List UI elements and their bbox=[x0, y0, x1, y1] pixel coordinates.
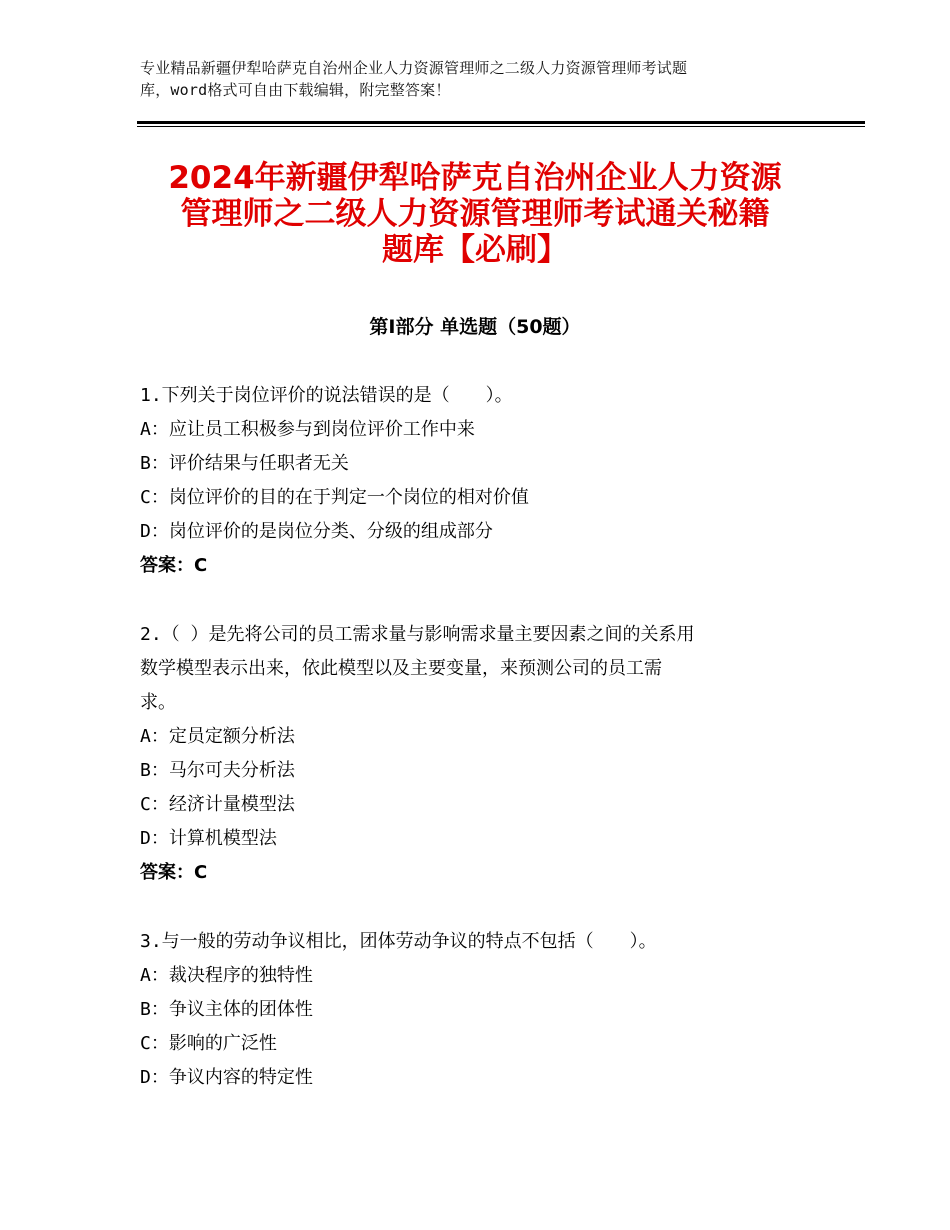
option-b: B：争议主体的团体性 bbox=[140, 999, 313, 1020]
option-a: A：应让员工积极参与到岗位评价工作中来 bbox=[140, 419, 475, 440]
document-title-line-1: 2024年新疆伊犁哈萨克自治州企业人力资源 bbox=[168, 160, 782, 196]
document-title bbox=[120, 160, 830, 268]
answer: 答案：C bbox=[140, 862, 208, 883]
document-title-line-2: 管理师之二级人力资源管理师考试通关秘籍 bbox=[180, 196, 770, 232]
option-c: C：岗位评价的目的在于判定一个岗位的相对价值 bbox=[140, 487, 529, 508]
question-stem: 2.（ ）是先将公司的员工需求量与影响需求量主要因素之间的关系用 bbox=[140, 624, 695, 645]
option-c: C：经济计量模型法 bbox=[140, 794, 295, 815]
header-note-line-1: 专业精品新疆伊犁哈萨克自治州企业人力资源管理师之二级人力资源管理师考试题 bbox=[140, 59, 688, 77]
question-3 bbox=[140, 925, 830, 1095]
document-title-line-3: 题库【必刷】 bbox=[382, 232, 568, 268]
question-stem: 1.下列关于岗位评价的说法错误的是（ ）。 bbox=[140, 385, 513, 406]
header-note bbox=[140, 57, 840, 101]
option-a: A：裁决程序的独特性 bbox=[140, 965, 313, 986]
answer: 答案：C bbox=[140, 555, 208, 576]
option-a: A：定员定额分析法 bbox=[140, 726, 295, 747]
question-stem: 数学模型表示出来，依此模型以及主要变量，来预测公司的员工需 bbox=[140, 658, 662, 679]
question-stem: 3.与一般的劳动争议相比，团体劳动争议的特点不包括（ ）。 bbox=[140, 931, 657, 952]
header-note-line-2: 库，word格式可自由下载编辑，附完整答案！ bbox=[140, 81, 451, 99]
header-divider-thick bbox=[137, 121, 865, 124]
option-b: B：马尔可夫分析法 bbox=[140, 760, 295, 781]
option-d: D：计算机模型法 bbox=[140, 828, 277, 849]
option-c: C：影响的广泛性 bbox=[140, 1033, 277, 1054]
header-divider-thin bbox=[137, 126, 865, 127]
question-1 bbox=[140, 379, 830, 583]
question-2 bbox=[140, 618, 830, 890]
option-d: D：岗位评价的是岗位分类、分级的组成部分 bbox=[140, 521, 493, 542]
question-stem: 求。 bbox=[140, 692, 176, 713]
option-b: B：评价结果与任职者无关 bbox=[140, 453, 349, 474]
section-heading: 第Ⅰ部分 单选题（50题） bbox=[369, 316, 581, 338]
option-d: D：争议内容的特定性 bbox=[140, 1067, 313, 1088]
